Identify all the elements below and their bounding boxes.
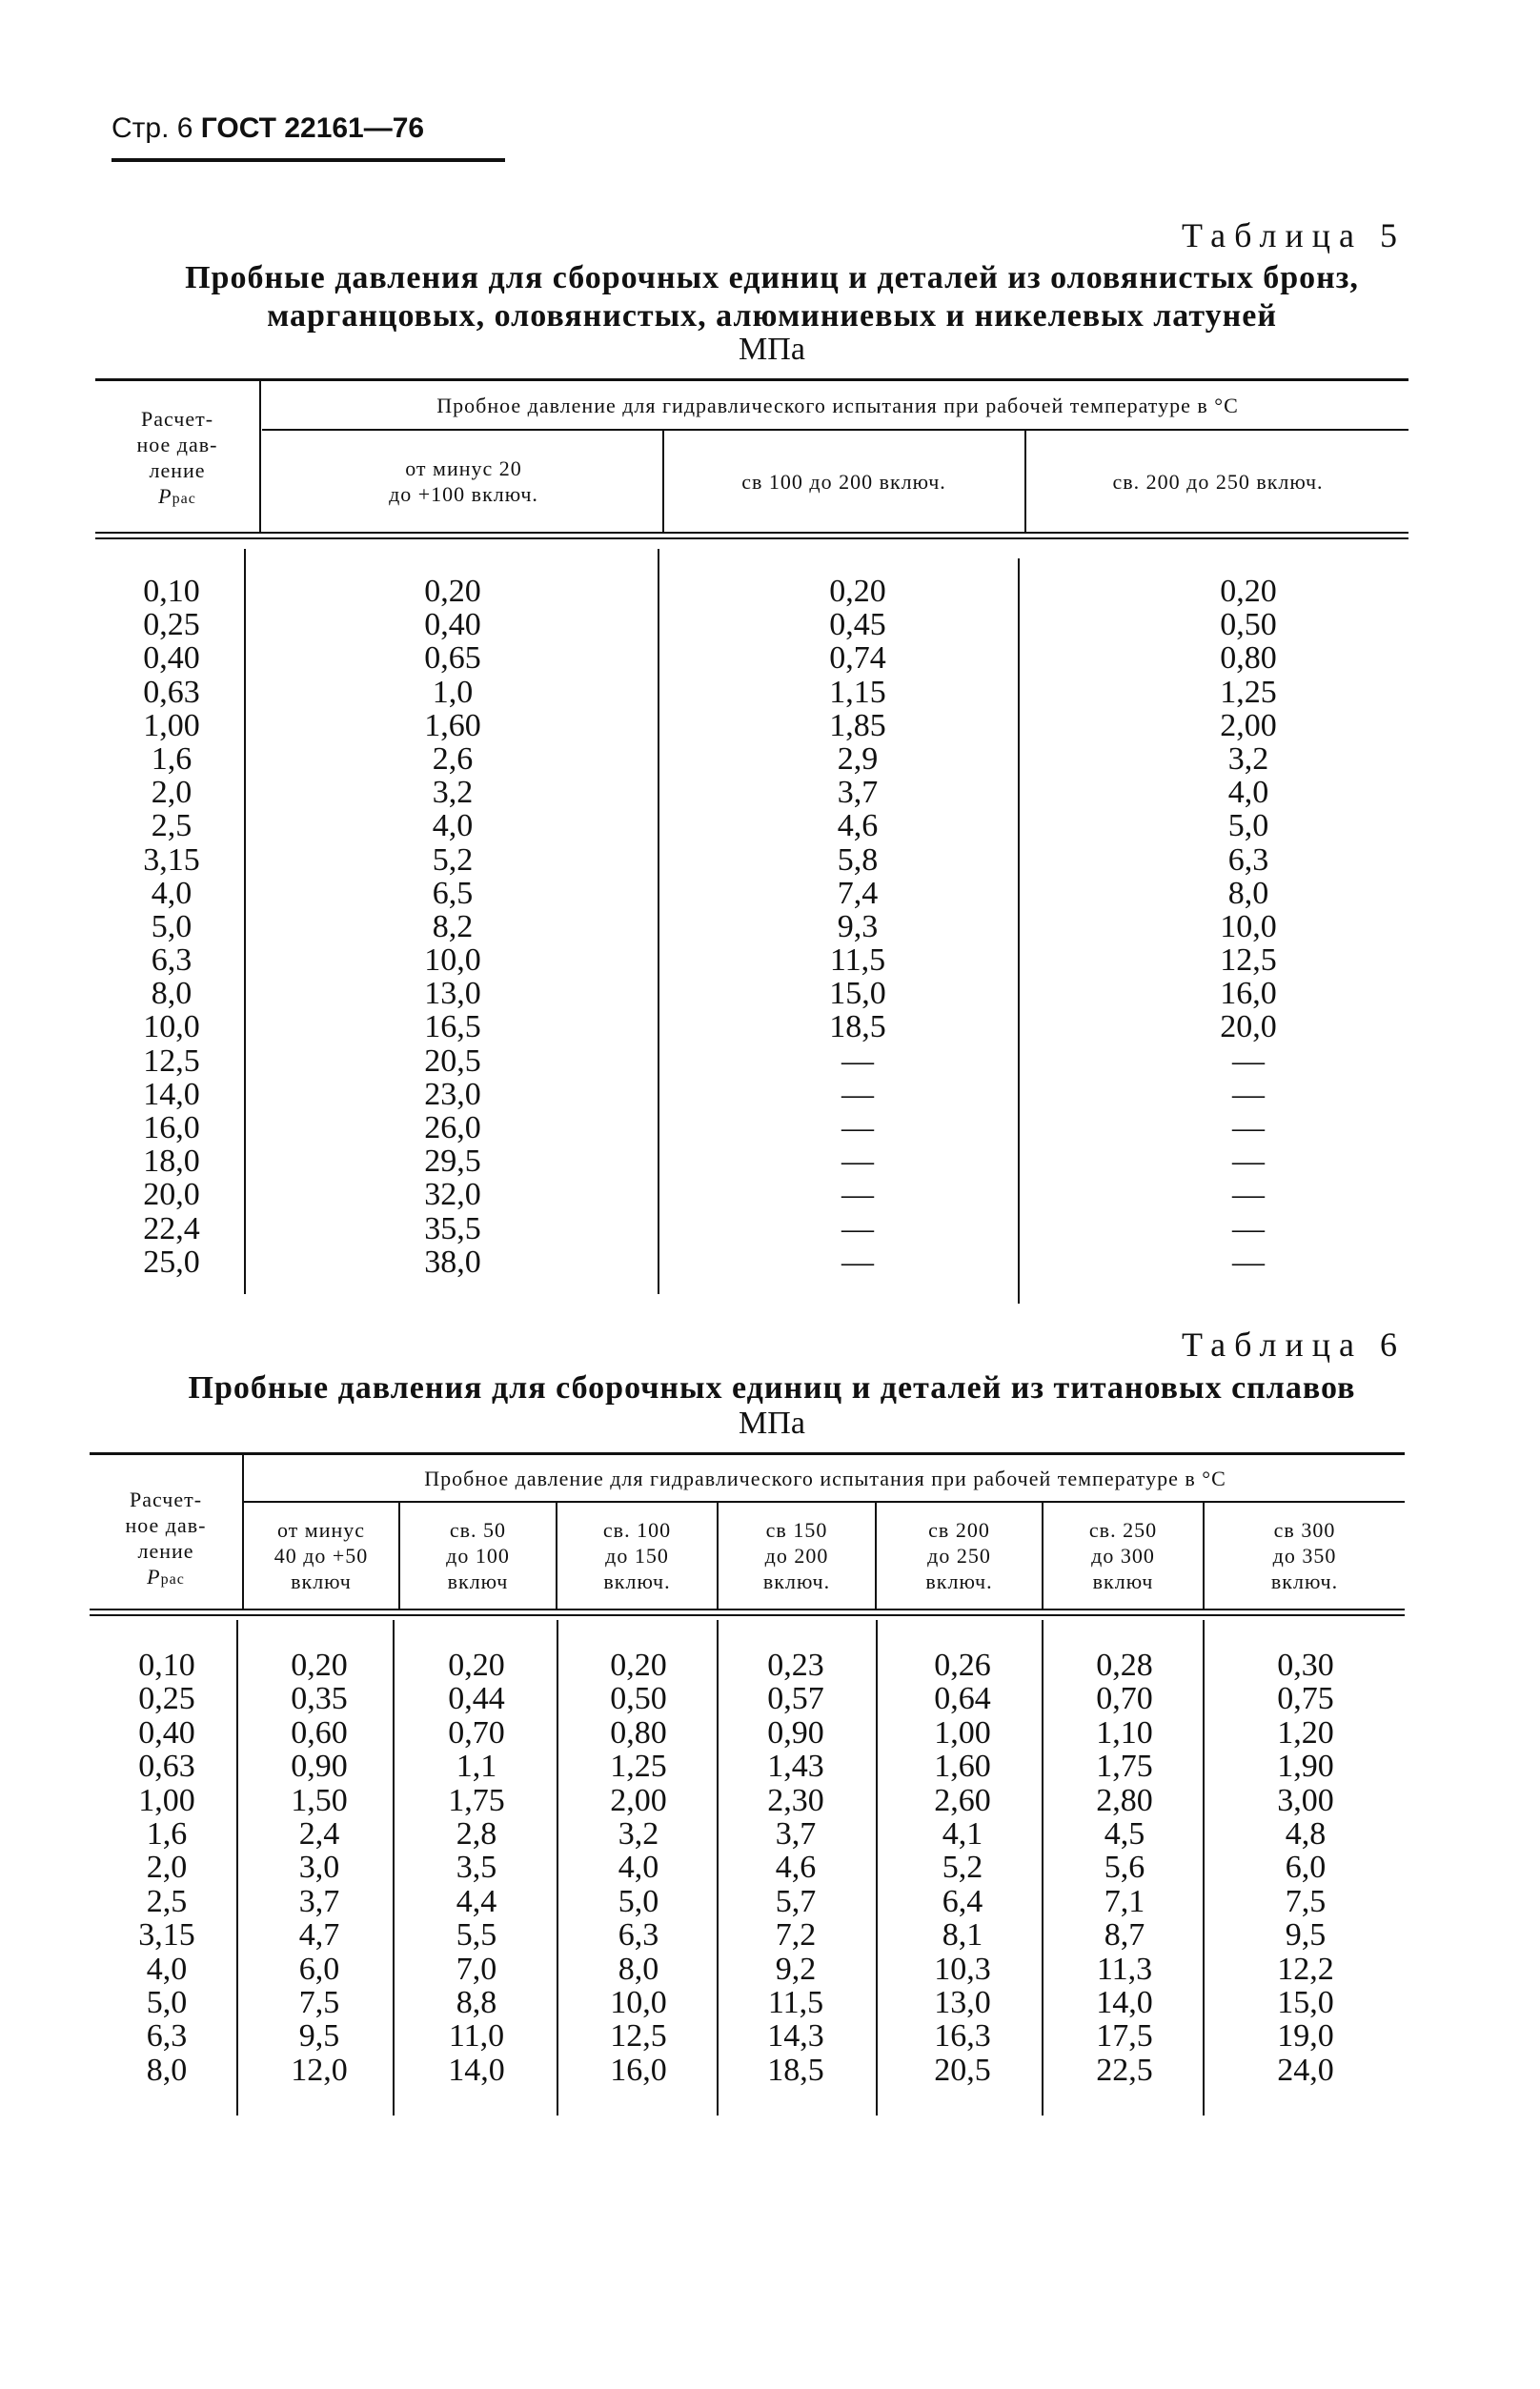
table6-value-cell: 0,90 bbox=[291, 1749, 348, 1785]
table6-value-cell: 2,30 bbox=[767, 1782, 824, 1818]
header-rule bbox=[111, 158, 505, 162]
table6-col-2 bbox=[415, 1649, 538, 2087]
table5-value-cell: 15,0 bbox=[829, 976, 886, 1012]
table6-value-cell: 16,0 bbox=[610, 2052, 667, 2088]
table6-value-cell: 0,50 bbox=[610, 1681, 667, 1717]
table6-value-cell: 19,0 bbox=[1277, 2018, 1334, 2055]
table6-value-cell: 14,0 bbox=[1096, 1984, 1153, 2020]
table6-value-cell: 3,00 bbox=[1277, 1782, 1334, 1818]
table6-value-cell: 8,8 bbox=[456, 1984, 497, 2020]
table5-value-cell: 0,80 bbox=[1220, 640, 1277, 677]
table6-pressure-cell: 0,25 bbox=[138, 1681, 195, 1717]
row-header-line3: ление bbox=[149, 457, 206, 482]
table5-pressure-cell: 1,6 bbox=[151, 740, 192, 777]
table5-value-cell: — bbox=[841, 1076, 874, 1112]
table5-pressure-cell: 2,5 bbox=[151, 808, 192, 844]
table6-col-header-3: св. 100 до 150 включ. bbox=[602, 1518, 672, 1593]
table6-vline-1 bbox=[393, 1620, 395, 2116]
table5-value-cell: 1,25 bbox=[1220, 674, 1277, 710]
table6-pressure-cell: 2,5 bbox=[146, 1883, 188, 1919]
table5-group-rule bbox=[262, 429, 1408, 431]
table6-value-cell: 9,5 bbox=[298, 2018, 340, 2055]
table6-value-cell: 11,0 bbox=[448, 2018, 505, 2055]
table5-value-cell: — bbox=[1232, 1210, 1265, 1246]
table5-title-line1: Пробные давления для сборочных единиц и деталей из оловянистых бронз, bbox=[185, 260, 1359, 295]
table5-value-cell: 0,40 bbox=[424, 607, 481, 643]
table6-value-cell: 1,60 bbox=[934, 1749, 991, 1785]
row-header-line2: ное дав- bbox=[136, 432, 218, 456]
table6-col-header-6: св. 250 до 300 включ bbox=[1088, 1518, 1158, 1593]
table5-vline-3 bbox=[1018, 558, 1020, 1304]
table5-value-cell: 4,0 bbox=[1227, 775, 1269, 811]
table5-pressure-cell: 20,0 bbox=[143, 1177, 200, 1213]
row-header-line2: ное дав- bbox=[125, 1512, 207, 1537]
table6-pressure-cell: 5,0 bbox=[146, 1984, 188, 2020]
table6-value-cell: 10,0 bbox=[610, 1984, 667, 2020]
table5-value-cell: 0,20 bbox=[424, 574, 481, 609]
table6-col-pressure bbox=[105, 1649, 229, 2087]
table5-col-header-3: св. 200 до 250 включ. bbox=[1112, 469, 1324, 494]
table5-value-cell: — bbox=[841, 1144, 874, 1180]
table5-pressure-cell: 0,63 bbox=[143, 674, 200, 710]
table5-value-cell: 0,65 bbox=[424, 640, 481, 677]
page-number: Стр. 6 bbox=[111, 112, 193, 144]
table5-value-cell: 35,5 bbox=[424, 1210, 481, 1246]
table6-col-header-2: св. 50 до 100 включ bbox=[446, 1518, 510, 1593]
table6-value-cell: 4,4 bbox=[456, 1883, 497, 1919]
table5-value-cell: 3,7 bbox=[837, 775, 879, 811]
table6-value-cell: 4,5 bbox=[1104, 1815, 1145, 1852]
table5-value-cell: 1,85 bbox=[829, 707, 886, 743]
table6-value-cell: 4,8 bbox=[1285, 1815, 1327, 1852]
table5-header-rule-2 bbox=[95, 537, 1408, 539]
table5-value-cell: 10,0 bbox=[1220, 908, 1277, 944]
table6-value-cell: 22,5 bbox=[1096, 2052, 1153, 2088]
table6-vline-5 bbox=[1042, 1620, 1044, 2116]
table5-value-cell: 11,5 bbox=[829, 942, 886, 979]
row-header-line3: ление bbox=[137, 1538, 194, 1563]
table6-value-cell: 13,0 bbox=[934, 1984, 991, 2020]
table6-pressure-cell: 0,63 bbox=[138, 1749, 195, 1785]
table5-pressure-cell: 22,4 bbox=[143, 1210, 200, 1246]
table6-value-cell: 0,35 bbox=[291, 1681, 348, 1717]
table6-value-cell: 8,0 bbox=[618, 1951, 659, 1987]
table6-value-cell: 16,3 bbox=[934, 2018, 991, 2055]
table6-label: Таблица 6 bbox=[1182, 1326, 1406, 1364]
table6-value-cell: 8,7 bbox=[1104, 1917, 1145, 1954]
table6-value-cell: 2,8 bbox=[456, 1815, 497, 1852]
table5-pressure-cell: 5,0 bbox=[151, 908, 192, 944]
table6-value-cell: 3,2 bbox=[618, 1815, 659, 1852]
table6-value-cell: 0,70 bbox=[448, 1714, 505, 1751]
table6-col-5 bbox=[896, 1649, 1029, 2087]
table6-group-header: Пробное давление для гидравлического испытания при рабочей температуре в °С bbox=[424, 1466, 1226, 1490]
table6-top-rule bbox=[90, 1452, 1405, 1455]
table5-value-cell: 1,60 bbox=[424, 707, 481, 743]
table5-value-cell: 5,2 bbox=[432, 841, 474, 878]
table6-value-cell: 2,60 bbox=[934, 1782, 991, 1818]
table6-value-cell: 0,70 bbox=[1096, 1681, 1153, 1717]
table5-col-header-1: от минус 20 до +100 включ. bbox=[389, 456, 538, 506]
table6-pressure-cell: 6,3 bbox=[146, 2018, 188, 2055]
table6-vline-6 bbox=[1203, 1620, 1205, 2116]
table5-label: Таблица 5 bbox=[1182, 216, 1406, 254]
row-header-symbol: Pрас bbox=[147, 1564, 185, 1589]
table6-value-cell: 1,90 bbox=[1277, 1749, 1334, 1785]
table5-title-line2: марганцовых, оловянистых, алюминиевых и никелевых латуней bbox=[267, 298, 1277, 334]
table5-pressure-cell: 4,0 bbox=[151, 875, 192, 911]
table6-col-header-1: от минус 40 до +50 включ bbox=[274, 1518, 369, 1593]
table5-value-cell: — bbox=[841, 1043, 874, 1079]
table6-value-cell: 1,75 bbox=[1096, 1749, 1153, 1785]
table6-pressure-cell: 3,15 bbox=[138, 1917, 195, 1954]
table6-value-cell: 0,20 bbox=[610, 1648, 667, 1683]
table5-value-cell: 1,15 bbox=[829, 674, 886, 710]
table5-col-2 bbox=[781, 575, 934, 1279]
table5-row-header bbox=[95, 386, 259, 531]
table6-value-cell: 4,7 bbox=[298, 1917, 340, 1954]
table5-value-cell: — bbox=[841, 1177, 874, 1213]
table6-value-cell: 0,75 bbox=[1277, 1681, 1334, 1717]
table5-value-cell: 1,0 bbox=[432, 674, 474, 710]
table5-value-cell: 20,0 bbox=[1220, 1009, 1277, 1045]
table5-pressure-cell: 0,25 bbox=[143, 607, 200, 643]
table5-value-cell: 0,74 bbox=[829, 640, 886, 677]
table5-value-cell: 38,0 bbox=[424, 1244, 481, 1280]
table5-header-rule bbox=[95, 532, 1408, 534]
table5-value-cell: — bbox=[1232, 1177, 1265, 1213]
table5-value-cell: 10,0 bbox=[424, 942, 481, 979]
table5-pressure-cell: 1,00 bbox=[143, 707, 200, 743]
table6-value-cell: 0,28 bbox=[1096, 1648, 1153, 1683]
table6-pressure-cell: 0,40 bbox=[138, 1714, 195, 1751]
table6-unit: МПа bbox=[739, 1406, 805, 1441]
table6-col-3 bbox=[572, 1649, 705, 2087]
table6-value-cell: 7,2 bbox=[775, 1917, 817, 1954]
table6-vline-2 bbox=[557, 1620, 558, 2116]
table6-value-cell: 6,0 bbox=[1285, 1850, 1327, 1886]
table6-col-1 bbox=[257, 1649, 381, 2087]
table6-header-rule-2 bbox=[90, 1614, 1405, 1616]
table5-value-cell: 12,5 bbox=[1220, 942, 1277, 979]
table6-value-cell: 4,6 bbox=[775, 1850, 817, 1886]
table6-value-cell: 5,5 bbox=[456, 1917, 497, 1954]
table6-value-cell: 0,90 bbox=[767, 1714, 824, 1751]
table5-col-1 bbox=[376, 575, 529, 1279]
table6-value-cell: 0,44 bbox=[448, 1681, 505, 1717]
table5-value-cell: 0,45 bbox=[829, 607, 886, 643]
table5-value-cell: 2,9 bbox=[837, 740, 879, 777]
table6-value-cell: 5,6 bbox=[1104, 1850, 1145, 1886]
table5-value-cell: — bbox=[841, 1244, 874, 1280]
table6-value-cell: 3,7 bbox=[775, 1815, 817, 1852]
table5-value-cell: 3,2 bbox=[1227, 740, 1269, 777]
table6-value-cell: 7,5 bbox=[298, 1984, 340, 2020]
table5-value-cell: 8,2 bbox=[432, 908, 474, 944]
table5-value-cell: 29,5 bbox=[424, 1144, 481, 1180]
table5-value-cell: 13,0 bbox=[424, 976, 481, 1012]
table6-value-cell: 10,3 bbox=[934, 1951, 991, 1987]
table6-value-cell: 1,75 bbox=[448, 1782, 505, 1818]
table6-pressure-cell: 4,0 bbox=[146, 1951, 188, 1987]
table6-pressure-cell: 0,10 bbox=[138, 1648, 195, 1683]
table5-value-cell: 3,2 bbox=[432, 775, 474, 811]
table5-value-cell: 9,3 bbox=[837, 908, 879, 944]
table6-pressure-cell: 1,00 bbox=[138, 1782, 195, 1818]
table6-vline-0 bbox=[236, 1620, 238, 2116]
table6-value-cell: 1,25 bbox=[610, 1749, 667, 1785]
table5-value-cell: 4,6 bbox=[837, 808, 879, 844]
table5-pressure-cell: 0,40 bbox=[143, 640, 200, 677]
table6-value-cell: 1,50 bbox=[291, 1782, 348, 1818]
table5-value-cell: 16,0 bbox=[1220, 976, 1277, 1012]
standard-code: ГОСТ 22161—76 bbox=[200, 112, 425, 144]
table5-value-cell: 0,50 bbox=[1220, 607, 1277, 643]
table6-value-cell: 6,0 bbox=[298, 1951, 340, 1987]
table5-col-header-2: св 100 до 200 включ. bbox=[741, 469, 946, 494]
table6-pressure-cell: 1,6 bbox=[146, 1815, 188, 1852]
table6-value-cell: 0,23 bbox=[767, 1648, 824, 1683]
table6-value-cell: 12,5 bbox=[610, 2018, 667, 2055]
table6-header-rule bbox=[90, 1609, 1405, 1610]
table6-value-cell: 1,00 bbox=[934, 1714, 991, 1751]
table6-value-cell: 12,2 bbox=[1277, 1951, 1334, 1987]
table6-value-cell: 0,57 bbox=[767, 1681, 824, 1717]
table5-pressure-cell: 18,0 bbox=[143, 1144, 200, 1180]
table6-value-cell: 2,4 bbox=[298, 1815, 340, 1852]
table5-pressure-cell: 0,10 bbox=[143, 574, 200, 609]
table5-value-cell: 0,20 bbox=[1220, 574, 1277, 609]
table6-value-cell: 18,5 bbox=[767, 2052, 824, 2088]
table5-col-pressure bbox=[110, 575, 233, 1279]
table6-value-cell: 5,0 bbox=[618, 1883, 659, 1919]
table5-value-cell: — bbox=[1232, 1076, 1265, 1112]
table6-value-cell: 0,26 bbox=[934, 1648, 991, 1683]
table6-value-cell: 1,43 bbox=[767, 1749, 824, 1785]
table6-value-cell: 0,80 bbox=[610, 1714, 667, 1751]
table5-value-cell: — bbox=[841, 1110, 874, 1145]
table6-col-header-7: св 300 до 350 включ. bbox=[1270, 1518, 1339, 1593]
table6-value-cell: 7,0 bbox=[456, 1951, 497, 1987]
table6-value-cell: 5,7 bbox=[775, 1883, 817, 1919]
table5-pressure-cell: 8,0 bbox=[151, 976, 192, 1012]
table6-title: Пробные давления для сборочных единиц и деталей из титановых сплавов bbox=[188, 1370, 1356, 1406]
table6-value-cell: 3,0 bbox=[298, 1850, 340, 1886]
table5-value-cell: 8,0 bbox=[1227, 875, 1269, 911]
row-header-line1: Расчет- bbox=[129, 1487, 203, 1511]
table6-value-cell: 3,5 bbox=[456, 1850, 497, 1886]
table5-vline-3h bbox=[1024, 431, 1026, 532]
table6-row-header bbox=[90, 1477, 242, 1601]
table6-value-cell: 1,10 bbox=[1096, 1714, 1153, 1751]
row-header-symbol: Pрас bbox=[158, 483, 196, 508]
table6-value-cell: 14,0 bbox=[448, 2052, 505, 2088]
table6-value-cell: 6,3 bbox=[618, 1917, 659, 1954]
table6-value-cell: 24,0 bbox=[1277, 2052, 1334, 2088]
table6-pressure-cell: 8,0 bbox=[146, 2052, 188, 2088]
table6-value-cell: 14,3 bbox=[767, 2018, 824, 2055]
table5-pressure-cell: 12,5 bbox=[143, 1043, 200, 1079]
table5-value-cell: 5,0 bbox=[1227, 808, 1269, 844]
table5-value-cell: 32,0 bbox=[424, 1177, 481, 1213]
table6-value-cell: 0,20 bbox=[291, 1648, 348, 1683]
table5-vline-1h bbox=[259, 381, 261, 532]
table5-value-cell: 7,4 bbox=[837, 875, 879, 911]
table6-value-cell: 8,1 bbox=[942, 1917, 983, 1954]
table6-value-cell: 7,5 bbox=[1285, 1883, 1327, 1919]
table5-pressure-cell: 16,0 bbox=[143, 1110, 200, 1145]
table6-vline-4 bbox=[876, 1620, 878, 2116]
table6-value-cell: 9,2 bbox=[775, 1951, 817, 1987]
table5-vline-2h bbox=[662, 431, 664, 532]
table6-value-cell: 0,60 bbox=[291, 1714, 348, 1751]
table5-value-cell: 2,6 bbox=[432, 740, 474, 777]
table6-col-4 bbox=[734, 1649, 858, 2087]
table6-col-header-5: св 200 до 250 включ. bbox=[925, 1518, 993, 1593]
table5-unit: МПа bbox=[739, 332, 805, 367]
table6-value-cell: 15,0 bbox=[1277, 1984, 1334, 2020]
table5-pressure-cell: 2,0 bbox=[151, 775, 192, 811]
table6-value-cell: 9,5 bbox=[1285, 1917, 1327, 1954]
table6-value-cell: 17,5 bbox=[1096, 2018, 1153, 2055]
table5-value-cell: — bbox=[841, 1210, 874, 1246]
table5-value-cell: 23,0 bbox=[424, 1076, 481, 1112]
table5-pressure-cell: 14,0 bbox=[143, 1076, 200, 1112]
table6-col-6 bbox=[1058, 1649, 1191, 2087]
table5-value-cell: 20,5 bbox=[424, 1043, 481, 1079]
table5-value-cell: 5,8 bbox=[837, 841, 879, 878]
table5-pressure-cell: 6,3 bbox=[151, 942, 192, 979]
table6-value-cell: 1,1 bbox=[456, 1749, 497, 1785]
table5-group-header: Пробное давление для гидравлического испытания при рабочей температуре в °С bbox=[436, 393, 1239, 417]
table5-vline-1 bbox=[244, 549, 246, 1294]
table6-col-7 bbox=[1239, 1649, 1372, 2087]
table5-value-cell: 6,3 bbox=[1227, 841, 1269, 878]
table5-value-cell: 16,5 bbox=[424, 1009, 481, 1045]
table5-pressure-cell: 25,0 bbox=[143, 1244, 200, 1280]
table6-value-cell: 7,1 bbox=[1104, 1883, 1145, 1919]
table5-value-cell: — bbox=[1232, 1144, 1265, 1180]
table6-value-cell: 11,3 bbox=[1096, 1951, 1153, 1987]
row-header-line1: Расчет- bbox=[140, 406, 214, 431]
table6-group-rule bbox=[244, 1501, 1405, 1503]
table5-pressure-cell: 3,15 bbox=[143, 841, 200, 878]
table6-value-cell: 4,1 bbox=[942, 1815, 983, 1852]
table5-col-3 bbox=[1172, 575, 1325, 1279]
table6-value-cell: 2,00 bbox=[610, 1782, 667, 1818]
table6-value-cell: 4,0 bbox=[618, 1850, 659, 1886]
table5-value-cell: — bbox=[1232, 1043, 1265, 1079]
table6-value-cell: 2,80 bbox=[1096, 1782, 1153, 1818]
table5-value-cell: 0,20 bbox=[829, 574, 886, 609]
table6-value-cell: 0,20 bbox=[448, 1648, 505, 1683]
table6-value-cell: 3,7 bbox=[298, 1883, 340, 1919]
table6-vline-3 bbox=[717, 1620, 719, 2116]
table6-value-cell: 6,4 bbox=[942, 1883, 983, 1919]
table5-top-rule bbox=[95, 378, 1408, 381]
table6-col-header-4: св 150 до 200 включ. bbox=[762, 1518, 831, 1593]
table6-value-cell: 20,5 bbox=[934, 2052, 991, 2088]
table6-value-cell: 0,30 bbox=[1277, 1648, 1334, 1683]
table6-value-cell: 1,20 bbox=[1277, 1714, 1334, 1751]
table5-value-cell: 4,0 bbox=[432, 808, 474, 844]
table5-vline-2 bbox=[658, 549, 659, 1294]
table5-value-cell: — bbox=[1232, 1244, 1265, 1280]
table5-value-cell: 26,0 bbox=[424, 1110, 481, 1145]
page-header bbox=[111, 112, 424, 145]
table5-pressure-cell: 10,0 bbox=[143, 1009, 200, 1045]
table6-pressure-cell: 2,0 bbox=[146, 1850, 188, 1886]
table5-value-cell: 6,5 bbox=[432, 875, 474, 911]
table5-value-cell: — bbox=[1232, 1110, 1265, 1145]
table5-value-cell: 18,5 bbox=[829, 1009, 886, 1045]
table6-value-cell: 5,2 bbox=[942, 1850, 983, 1886]
table6-value-cell: 11,5 bbox=[767, 1984, 824, 2020]
table6-value-cell: 12,0 bbox=[291, 2052, 348, 2088]
table6-value-cell: 0,64 bbox=[934, 1681, 991, 1717]
table5-value-cell: 2,00 bbox=[1220, 707, 1277, 743]
